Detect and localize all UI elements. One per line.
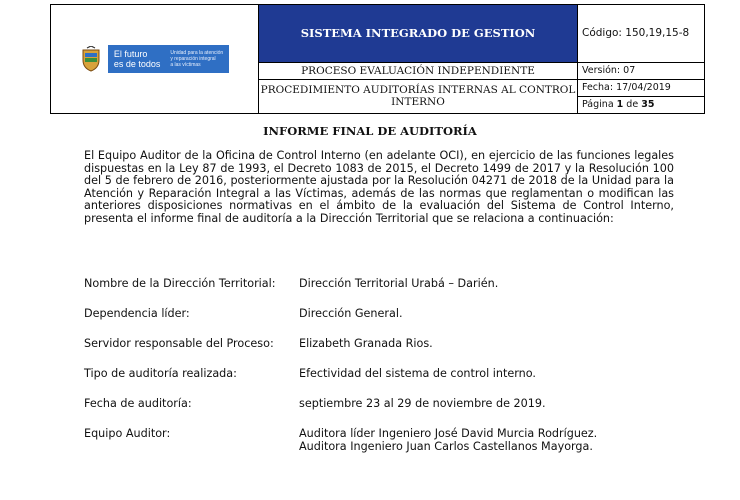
system-title: SISTEMA INTEGRADO DE GESTION xyxy=(259,5,578,63)
audit-team-value-2: Auditora Ingeniero Juan Carlos Castellanos Mayorga. xyxy=(299,440,593,453)
audit-team-label: Equipo Auditor: xyxy=(84,427,171,440)
document-code: Código: 150,19,15-8 xyxy=(578,5,705,63)
territorial-label: Nombre de la Dirección Territorial: xyxy=(84,277,276,290)
document-version: Versión: 07 xyxy=(578,62,705,79)
audit-date-label: Fecha de auditoría: xyxy=(84,397,192,410)
process-name: PROCESO EVALUACIÓN INDEPENDIENTE xyxy=(259,62,578,79)
dependency-value: Dirección General. xyxy=(299,307,403,320)
coat-of-arms-icon xyxy=(80,46,102,72)
report-title: INFORME FINAL DE AUDITORÍA xyxy=(263,124,477,138)
audit-type-value: Efectividad del sistema de control interno. xyxy=(299,367,536,380)
agency-logo xyxy=(108,45,229,73)
dependency-label: Dependencia líder: xyxy=(84,307,190,320)
page-number: Página 1 de 35 xyxy=(578,96,705,113)
logo-main-text: El futuro es de todos xyxy=(113,49,161,69)
territorial-value: Dirección Territorial Urabá – Darién. xyxy=(299,277,499,290)
procedure-name: PROCEDIMIENTO AUDITORÍAS INTERNAS AL CONTROL INTERNO xyxy=(259,79,578,113)
document-date: Fecha: 17/04/2019 xyxy=(578,79,705,96)
audit-team-value-1: Auditora líder Ingeniero José David Murcia Rodríguez. xyxy=(299,427,598,440)
server-label: Servidor responsable del Proceso: xyxy=(84,337,274,350)
document-header-table xyxy=(50,4,705,114)
intro-paragraph: El Equipo Auditor de la Oficina de Control Interno (en adelante OCI), en ejercicio de las funciones legales dispuestas en la Ley 87 de 1993, el Decreto 1083 de 2015, el Decreto 1499 de 2017 y la Resolución 100 del 5 de febrero de 2016, posteriormente ajustada por la Resolución 04271 de 2018 de la Unidad para la Atención y Reparación Integral a las Víctimas, además de las normas que reglamentan o modifican las anteriores disposiciones normativas en el ámbito de la evaluación del Sistema de Control Interno, presenta el informe final de auditoría a la Dirección Territorial que se relaciona a continuación: xyxy=(84,149,674,225)
logo-sub-text: Unidad para la atención y reparación integral a las víctimas xyxy=(170,50,224,68)
audit-type-label: Tipo de auditoría realizada: xyxy=(84,367,237,380)
logo-cell xyxy=(51,5,259,114)
server-value: Elizabeth Granada Rios. xyxy=(299,337,433,350)
audit-date-value: septiembre 23 al 29 de noviembre de 2019. xyxy=(299,397,546,410)
